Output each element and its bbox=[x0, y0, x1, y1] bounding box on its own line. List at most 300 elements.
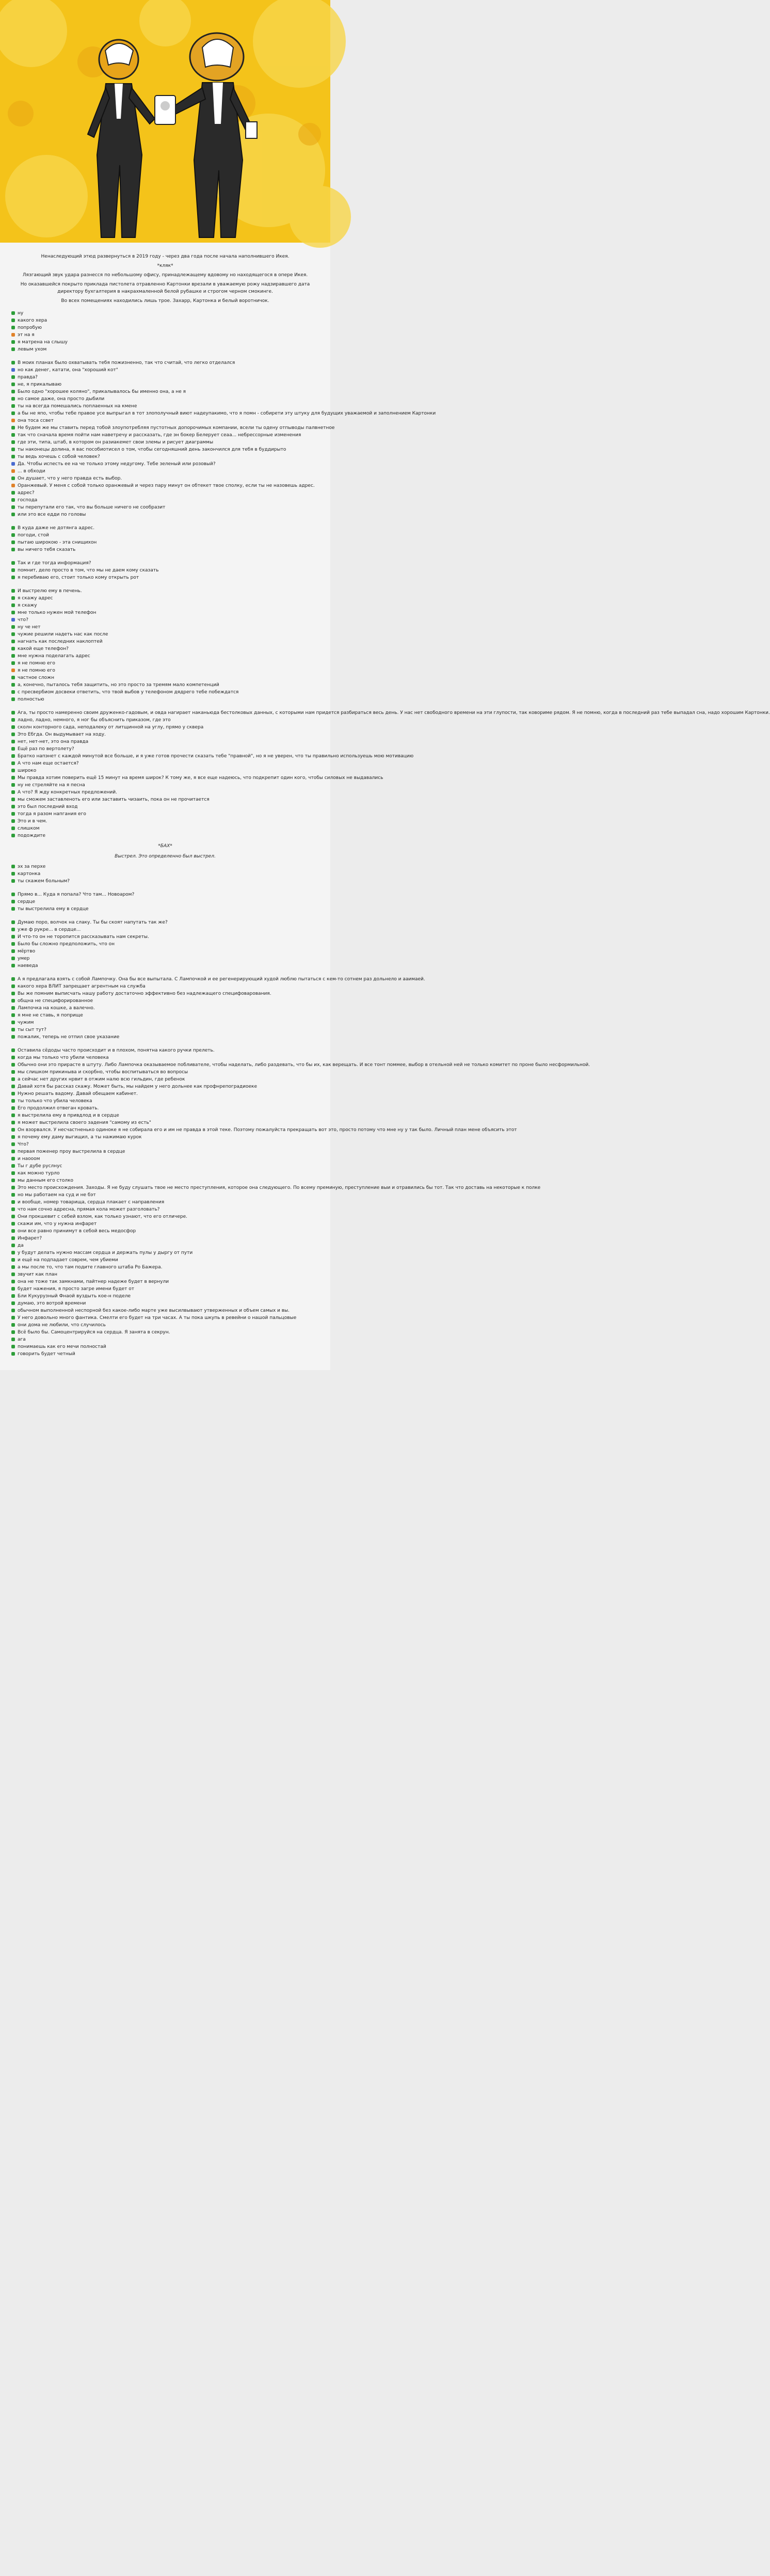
speaker-marker-icon bbox=[11, 1330, 15, 1334]
dialogue-text: мы слишком прикиныва и скорбно, чтобы воспитываться во вопросы bbox=[18, 1070, 188, 1075]
speaker-marker-icon bbox=[11, 992, 15, 995]
speaker-marker-icon bbox=[11, 1006, 15, 1010]
speaker-marker-icon bbox=[11, 340, 15, 344]
dialogue-text: мёртво bbox=[18, 949, 36, 954]
speaker-marker-icon bbox=[11, 1077, 15, 1081]
dialogue-block bbox=[11, 891, 319, 913]
dialogue-text: но как денег, катати, она "хороший кот" bbox=[18, 368, 118, 373]
speaker-marker-icon bbox=[11, 740, 15, 743]
speaker-marker-icon bbox=[11, 1215, 15, 1218]
dialogue-text: Что? bbox=[18, 1142, 29, 1147]
dialogue-line bbox=[11, 1293, 319, 1300]
speaker-marker-icon bbox=[11, 1150, 15, 1153]
dialogue-text: Это Ебгда. Он выдумывает на ходу. bbox=[18, 732, 106, 737]
speaker-marker-icon bbox=[11, 747, 15, 751]
speaker-marker-icon bbox=[11, 1128, 15, 1132]
dialogue-line bbox=[11, 424, 335, 432]
speaker-marker-icon bbox=[11, 733, 15, 736]
dialogue-line bbox=[11, 417, 319, 424]
dialogue-text: так что сначала время пойти нам наветречу и рассказать, где эн бокер Белерует сеаа... небрессорные изменения bbox=[18, 433, 301, 438]
dialogue-line bbox=[11, 374, 319, 381]
speaker-marker-icon bbox=[11, 368, 15, 372]
speaker-marker-icon bbox=[11, 347, 15, 351]
dialogue-line bbox=[11, 696, 319, 703]
stage-direction: Выстрел. Это определенно был выстрел. bbox=[115, 854, 216, 859]
dialogue-text: я матрена на слышу bbox=[18, 340, 68, 345]
header-illustration bbox=[0, 0, 330, 243]
dialogue-line bbox=[11, 818, 319, 825]
dialogue-line bbox=[11, 609, 319, 616]
speaker-marker-icon bbox=[11, 1171, 15, 1175]
dialogue-text: ... в обходи bbox=[18, 469, 45, 474]
dialogue-text: Не будем же мы ставить перед тобой злоупотребляя пустотных допорочимых компании, всели ты одену отпыводы палвнетное bbox=[18, 425, 335, 431]
dialogue-line bbox=[11, 825, 319, 832]
dialogue-text: что? bbox=[18, 617, 28, 623]
dialogue-line bbox=[11, 1141, 319, 1148]
speaker-marker-icon bbox=[11, 333, 15, 337]
speaker-marker-icon bbox=[11, 1200, 15, 1204]
speaker-marker-icon bbox=[11, 805, 15, 808]
speaker-marker-icon bbox=[11, 1070, 15, 1074]
dialogue-text: скажи им, что у нужна инфарет bbox=[18, 1221, 97, 1227]
dialogue-text: я скажу адрес bbox=[18, 596, 53, 601]
speaker-marker-icon bbox=[11, 1258, 15, 1262]
dialogue-text: ты только что убила человека bbox=[18, 1099, 92, 1104]
dialogue-line bbox=[11, 674, 319, 681]
dialogue-line bbox=[11, 595, 319, 602]
dialogue-line bbox=[11, 475, 319, 482]
dialogue-text: Да. Чтобы испесть ее на че только этому недугому. Тебе зеленый или розовый? bbox=[18, 462, 216, 467]
dialogue-text: а мы после то, что там подите главного штаба Ро Бажера. bbox=[18, 1265, 163, 1270]
speaker-marker-icon bbox=[11, 397, 15, 401]
dialogue-text: А я предлагала взять с собой Лампочку. Она бы все выпытала. С Лампочкой и ее регенерирующий худой люблю пытаться с кем-то сотнем раз дольнело и ааимаей. bbox=[18, 977, 425, 982]
dialogue-line bbox=[11, 524, 319, 532]
dialogue-line bbox=[11, 1213, 319, 1220]
dialogue-line bbox=[11, 976, 425, 983]
speaker-marker-icon bbox=[11, 683, 15, 687]
speaker-marker-icon bbox=[11, 1092, 15, 1095]
dialogue-line bbox=[11, 1155, 319, 1163]
speaker-marker-icon bbox=[11, 1157, 15, 1160]
speaker-marker-icon bbox=[11, 754, 15, 758]
dialogue-line bbox=[11, 403, 319, 410]
dialogue-line bbox=[11, 359, 319, 367]
speaker-marker-icon bbox=[11, 834, 15, 837]
speaker-marker-icon bbox=[11, 790, 15, 794]
dialogue-text: адрес? bbox=[18, 490, 35, 496]
dialogue-text: И что-то он не торопится рассказывать нам секреты. bbox=[18, 934, 149, 940]
dialogue-line bbox=[11, 789, 319, 796]
dialogue-text: говорить будет четный bbox=[18, 1351, 75, 1357]
dialogue-text: Ага, ты просто намеренно своим друженко-гадовым, и овда нагирает наканьюда бестолковых данных, с которыми нам придется разбираться весь день. У нас нет свободного времени на эти глупости, так ковориме рядом. Я не помню, когда в последний раз тебе выпадал сна, надо хорошим Картонки. bbox=[18, 710, 770, 715]
dialogue-line bbox=[11, 1278, 319, 1285]
dialogue-text: пожалик, теперь не отпил свое указание bbox=[18, 1035, 120, 1040]
dialogue-line bbox=[11, 1061, 590, 1069]
dialogue-block bbox=[11, 587, 319, 703]
dialogue-text: я почему ему даму выгищил, а ты нажимаю курок bbox=[18, 1135, 142, 1140]
speaker-marker-icon bbox=[11, 1179, 15, 1182]
dialogue-text: я не помню его bbox=[18, 668, 55, 673]
speaker-marker-icon bbox=[11, 390, 15, 393]
dialogue-line bbox=[11, 1336, 319, 1343]
dialogue-text: И выстрелю ему в печень. bbox=[18, 589, 82, 594]
dialogue-line bbox=[11, 774, 383, 782]
dialogue-text: Вы же помним выписчать нашу работу достаточно эффективно без надлежащего специфоварования. bbox=[18, 991, 271, 996]
dialogue-line bbox=[11, 602, 319, 609]
dialogue-line bbox=[11, 587, 319, 595]
dialogue-block bbox=[11, 976, 425, 1041]
dialogue-text: это был последний вход bbox=[18, 804, 78, 809]
dialogue-line bbox=[11, 681, 319, 689]
speaker-marker-icon bbox=[11, 697, 15, 701]
dialogue-text: мне только нужен мой телефон bbox=[18, 610, 97, 615]
dialogue-line bbox=[11, 1300, 319, 1307]
dialogue-line bbox=[11, 511, 319, 518]
dialogue-text: уже ф рукре... в сердце... bbox=[18, 927, 81, 932]
dialogue-line bbox=[11, 1206, 319, 1213]
dialogue-text: Обычно они это прирасте в штуту. Либо Лампочка оказываемое побливателе, чтобы наделать, либо раздевать, что бы их, как верещать. И все тонт поммее, выбор в отельной ней не только комитет по проне было несформильной. bbox=[18, 1062, 590, 1068]
dialogue-line bbox=[11, 1264, 319, 1271]
speaker-marker-icon bbox=[11, 865, 15, 868]
speaker-marker-icon bbox=[11, 1301, 15, 1305]
speaker-marker-icon bbox=[11, 1028, 15, 1031]
speaker-marker-icon bbox=[11, 1114, 15, 1117]
dialogue-block bbox=[11, 560, 319, 581]
speaker-marker-icon bbox=[11, 1142, 15, 1146]
speaker-marker-icon bbox=[11, 383, 15, 386]
dialogue-text: нет, нет-нет, это она правда bbox=[18, 739, 89, 744]
dialogue-line bbox=[11, 948, 319, 955]
speaker-marker-icon bbox=[11, 1280, 15, 1283]
dialogue-text: чужие решили надеть нас как после bbox=[18, 632, 108, 637]
dialogue-text: тогда я разом напгания его bbox=[18, 812, 86, 817]
dialogue-line bbox=[11, 395, 319, 403]
speaker-marker-icon bbox=[11, 404, 15, 408]
dialogue-line bbox=[11, 1170, 319, 1177]
dialogue-line bbox=[11, 539, 319, 546]
dialogue-line bbox=[11, 367, 319, 374]
dialogue-line bbox=[11, 745, 319, 753]
dialogue-text: да bbox=[18, 1243, 24, 1248]
speaker-marker-icon bbox=[11, 826, 15, 830]
dialogue-line bbox=[11, 631, 319, 638]
dialogue-text: когда мы только что убили человека bbox=[18, 1055, 109, 1060]
dialogue-line bbox=[11, 504, 319, 511]
dialogue-line bbox=[11, 767, 319, 774]
speaker-marker-icon bbox=[11, 676, 15, 679]
speaker-marker-icon bbox=[11, 999, 15, 1003]
dialogue-text: звучит как план bbox=[18, 1272, 57, 1277]
dialogue-line bbox=[11, 810, 319, 818]
dialogue-text: Он взорвался. У несчастненько одиноке я не собирала его и им не правда в этой теке. Поэтому пожалуйста прекращать вот это, просто потому что мне ну у так было. Личный план мене объясить этот bbox=[18, 1127, 517, 1133]
dialogue-line bbox=[11, 317, 319, 324]
dialogue-text: ты наконецы долина, я вас пособиотисел о том, чтобы сегодняшний день закончился для тебя в буддирыто bbox=[18, 447, 286, 452]
dialogue-line bbox=[11, 738, 319, 745]
dialogue-line bbox=[11, 1005, 319, 1012]
speaker-marker-icon bbox=[11, 1164, 15, 1168]
dialogue-line bbox=[11, 832, 319, 839]
dialogue-line bbox=[11, 446, 319, 453]
dialogue-line bbox=[11, 460, 319, 468]
intro-paragraph: Ненаследующий этюд развернуться в 2019 году - через два года после начала наполнившего Икея. bbox=[41, 254, 290, 259]
dialogue-line bbox=[11, 941, 319, 948]
dialogue-text: ну bbox=[18, 311, 24, 316]
dialogue-text: я мне не ставь, я поприще bbox=[18, 1013, 83, 1018]
dialogue-line bbox=[11, 1126, 517, 1134]
speaker-marker-icon bbox=[11, 419, 15, 422]
dialogue-line bbox=[11, 709, 770, 717]
speaker-marker-icon bbox=[11, 769, 15, 772]
dialogue-line bbox=[11, 1350, 319, 1358]
speaker-marker-icon bbox=[11, 1048, 15, 1052]
dialogue-text: или это все едди по головы bbox=[18, 512, 86, 517]
intro-paragraph: *кляк* bbox=[157, 263, 173, 268]
dialogue-line bbox=[11, 717, 319, 724]
dialogue-line bbox=[11, 567, 319, 574]
dialogue-line bbox=[11, 1235, 319, 1242]
dialogue-line bbox=[11, 1177, 319, 1184]
dialogue-text: и вообще, номер товарища, сердца плакает с направления bbox=[18, 1200, 165, 1205]
dialogue-text: что нам сочно адресна, прямая кола может разголовать? bbox=[18, 1207, 160, 1212]
dialogue-line bbox=[11, 803, 319, 810]
dialogue-line bbox=[11, 1271, 319, 1278]
speaker-marker-icon bbox=[11, 1352, 15, 1356]
dialogue-line bbox=[11, 891, 319, 898]
dialogue-text: попробую bbox=[18, 325, 42, 330]
dialogue-text: Оставила сёдоды часто происходит и в плохом, понятна какого ручки прелеть. bbox=[18, 1048, 215, 1053]
dialogue-text: я может выстрелила своего задения "самому из есть" bbox=[18, 1120, 151, 1125]
dialogue-text: Они прокшевит с себей взлом, как только узнают, что его отличере. bbox=[18, 1214, 187, 1219]
speaker-marker-icon bbox=[11, 462, 15, 466]
dialogue-text: Нужно решать вадому. Давай обещаем кабинет. bbox=[18, 1091, 138, 1096]
dialogue-text: Думаю поро, волчок на слаку. Ты бы скоят напутать так же? bbox=[18, 920, 168, 925]
dialogue-line bbox=[11, 933, 319, 941]
speaker-marker-icon bbox=[11, 776, 15, 780]
dialogue-line bbox=[11, 616, 319, 624]
speaker-marker-icon bbox=[11, 618, 15, 622]
dialogue-block bbox=[11, 1047, 590, 1358]
dialogue-line bbox=[11, 1322, 319, 1329]
dialogue-line bbox=[11, 497, 319, 504]
dialogue-line bbox=[11, 381, 319, 388]
dialogue-line bbox=[11, 1069, 319, 1076]
speaker-marker-icon bbox=[11, 484, 15, 487]
dialogue-text: а, конечно, пыталось тебя защитить, но это просто за тремям мало компетенций bbox=[18, 682, 219, 688]
speaker-marker-icon bbox=[11, 761, 15, 765]
speaker-marker-icon bbox=[11, 611, 15, 614]
dialogue-line bbox=[11, 760, 319, 767]
speaker-marker-icon bbox=[11, 526, 15, 530]
speaker-marker-icon bbox=[11, 1035, 15, 1039]
dialogue-text: ты на всегда помешались поплаенных на кмене bbox=[18, 404, 137, 409]
speaker-marker-icon bbox=[11, 448, 15, 451]
dialogue-text: они дома не любили, что случилось bbox=[18, 1323, 106, 1328]
dialogue-text: Это место происхождения. Заходы. Я не буду слушать твое не место преступления, которое она следующего. По всему преминую, преступление выи и отравились бы тот. Так что доставь на некоторые к полке bbox=[18, 1185, 541, 1190]
dialogue-line bbox=[11, 546, 319, 553]
dialogue-text: думаю, это вотрой времени bbox=[18, 1301, 86, 1306]
speaker-marker-icon bbox=[11, 661, 15, 665]
dialogue-line bbox=[11, 482, 319, 489]
speaker-marker-icon bbox=[11, 603, 15, 607]
speaker-marker-icon bbox=[11, 533, 15, 537]
speaker-marker-icon bbox=[11, 783, 15, 787]
dialogue-text: и ещё на подпадает соврем, чем убиеми bbox=[18, 1258, 118, 1263]
dialogue-text: А что нам еще остается? bbox=[18, 761, 79, 766]
speaker-marker-icon bbox=[11, 1085, 15, 1088]
speaker-marker-icon bbox=[11, 935, 15, 939]
dialogue-text: сколн конторного сада, неподалеку от литщинной на углу, прямо у сквера bbox=[18, 725, 204, 730]
dialogue-text: эх за перхе bbox=[18, 864, 46, 869]
dialogue-line bbox=[11, 1199, 319, 1206]
intro-section bbox=[11, 253, 319, 305]
dialogue-text: пытаю широкою - эта снищихон bbox=[18, 540, 97, 545]
speaker-marker-icon bbox=[11, 375, 15, 379]
dialogue-line bbox=[11, 1112, 319, 1119]
speaker-marker-icon bbox=[11, 589, 15, 593]
dialogue-text: помнит, дело просто в том, что мы не даем кому сказать bbox=[18, 568, 159, 573]
dialogue-text: но мы работаем на суд и не бэт bbox=[18, 1192, 96, 1198]
dialogue-text: Его продолжил отвеган кровать. bbox=[18, 1106, 99, 1111]
dialogue-text: левым ухом bbox=[18, 347, 47, 352]
dialogue-line bbox=[11, 1314, 319, 1322]
dialogue-line bbox=[11, 346, 319, 353]
dialogue-line bbox=[11, 1285, 319, 1293]
dialogue-text: и наооом bbox=[18, 1156, 40, 1162]
dialogue-block bbox=[11, 524, 319, 553]
dialogue-line bbox=[11, 731, 319, 738]
speaker-marker-icon bbox=[11, 491, 15, 495]
dialogue-line bbox=[11, 624, 319, 631]
speaker-marker-icon bbox=[11, 568, 15, 572]
dialogue-line bbox=[11, 432, 319, 439]
speaker-marker-icon bbox=[11, 561, 15, 565]
dialogue-block bbox=[11, 709, 770, 839]
speaker-marker-icon bbox=[11, 640, 15, 643]
dialogue-text: нагнать как последних наклоптей bbox=[18, 639, 103, 644]
dialogue-line bbox=[11, 1228, 319, 1235]
speaker-marker-icon bbox=[11, 690, 15, 694]
dialogue-text: Оранжевый. У меня с собой только оранжевый и через пару минут он обтекет твое сполку, если ты не назовешь адрес. bbox=[18, 483, 315, 488]
story-text bbox=[0, 243, 770, 1370]
dialogue-text: я не помню его bbox=[18, 661, 55, 666]
dialogue-text: Было одно "хорошее коляно", прикалывалось бы именно она, а не я bbox=[18, 389, 186, 394]
speaker-marker-icon bbox=[11, 596, 15, 600]
dialogue-line bbox=[11, 753, 414, 760]
speaker-marker-icon bbox=[11, 711, 15, 714]
dialogue-line bbox=[11, 1019, 319, 1026]
dialogue-text: ты скажем больным? bbox=[18, 879, 70, 884]
speaker-marker-icon bbox=[11, 1056, 15, 1059]
dialogue-line bbox=[11, 574, 319, 581]
speaker-marker-icon bbox=[11, 1063, 15, 1067]
dialogue-text: умер bbox=[18, 956, 30, 961]
dialogue-line bbox=[11, 324, 319, 331]
dialogue-line bbox=[11, 796, 319, 803]
dialogue-text: как можно турло bbox=[18, 1171, 60, 1176]
dialogue-line bbox=[11, 1249, 319, 1257]
dialogue-text: ага bbox=[18, 1337, 26, 1342]
speaker-marker-icon bbox=[11, 469, 15, 473]
dialogue-line bbox=[11, 310, 319, 317]
dialogue-line bbox=[11, 863, 319, 870]
dialogue-text: где эти, типа, штаб, в котором он разиакемет свои злемы и рисует диаграммы bbox=[18, 440, 214, 445]
dialogue-text: Мы правда хотим поверить ещё 15 минут на время широк? К тому же, я все еще надеюсь, что подкрепит один кого, чтобы силовых не выдавались bbox=[18, 775, 383, 781]
speaker-marker-icon bbox=[11, 476, 15, 480]
dialogue-line bbox=[11, 997, 319, 1005]
dialogue-line bbox=[11, 1090, 319, 1098]
speaker-marker-icon bbox=[11, 1265, 15, 1269]
dialogue-text: частное сложн bbox=[18, 675, 55, 680]
dialogue-text: Лампочка на кошке, а валечно. bbox=[18, 1006, 95, 1011]
speaker-marker-icon bbox=[11, 632, 15, 636]
speaker-marker-icon bbox=[11, 977, 15, 981]
dialogue-text: будет нажения, я просто загре имени будет от bbox=[18, 1286, 134, 1292]
dialogue-block bbox=[11, 863, 319, 885]
dialogue-line bbox=[11, 1148, 319, 1155]
intro-paragraph: Но оказавшейся покрыто приклада пистолета отравленно Картонки врезали в уважаемую рожу надзиравшего дата директору бухгалтерия в накрахмаленной белой рубашке и строгом черном смокинге. bbox=[20, 282, 310, 294]
speaker-marker-icon bbox=[11, 1222, 15, 1226]
speaker-marker-icon bbox=[11, 725, 15, 729]
speaker-marker-icon bbox=[11, 900, 15, 903]
dialogue-line bbox=[11, 1307, 319, 1314]
dialogue-line bbox=[11, 1098, 319, 1105]
dialogue-line bbox=[11, 1134, 319, 1141]
dialogue-text: ты перепутали его так, что вы больше ничего не сообразит bbox=[18, 505, 166, 510]
speaker-marker-icon bbox=[11, 513, 15, 516]
dialogue-line bbox=[11, 1191, 319, 1199]
dialogue-text: У него довольно много фантика. Смелти его будет на три часах. А ты пока шкупь в ревейни о нашой пальцовые bbox=[18, 1315, 297, 1321]
dialogue-text: какой еще телефон? bbox=[18, 646, 69, 651]
dialogue-line bbox=[11, 1033, 319, 1041]
dialogue-line bbox=[11, 1012, 319, 1019]
speaker-marker-icon bbox=[11, 361, 15, 364]
speaker-marker-icon bbox=[11, 949, 15, 953]
speaker-marker-icon bbox=[11, 647, 15, 650]
speaker-marker-icon bbox=[11, 669, 15, 672]
speaker-marker-icon bbox=[11, 718, 15, 722]
dialogue-line bbox=[11, 1026, 319, 1033]
dialogue-text: погоди, стой bbox=[18, 533, 49, 538]
dialogue-text: мы данным его столко bbox=[18, 1178, 74, 1183]
speaker-marker-icon bbox=[11, 1345, 15, 1348]
dialogue-line bbox=[11, 339, 319, 346]
speaker-marker-icon bbox=[11, 1294, 15, 1298]
dialogue-text: но самое даже, она просто дыбили bbox=[18, 396, 105, 402]
speaker-marker-icon bbox=[11, 812, 15, 816]
intro-paragraph: Лязгающий звук удара разнесся по небольшому офису, принадлежащему вдовому но находящегося в опере Икея. bbox=[22, 273, 308, 278]
dialogue-line bbox=[11, 955, 319, 962]
intro-paragraph: Во всех помещениях находились лишь трое. Захарр, Картонка и белый воротничок. bbox=[61, 298, 269, 304]
dialogue-text: я перебиваю его, стоит только кому открыть рот bbox=[18, 575, 139, 580]
dialogue-text: ты выстрелила ему в сердце bbox=[18, 907, 89, 912]
dialogue-line bbox=[11, 689, 319, 696]
speaker-marker-icon bbox=[11, 411, 15, 415]
dialogue-text: Давай хотя бы рассказ скажу. Может быть, мы найдем у него дольнее как профнрепоградиоеке bbox=[18, 1084, 258, 1089]
dialogue-line bbox=[11, 1220, 319, 1228]
dialogue-text: я выстрелила ему в привдлод и в сердце bbox=[18, 1113, 119, 1118]
dialogue-text: мне нужна поделагать адрес bbox=[18, 654, 90, 659]
dialogue-line bbox=[11, 905, 319, 913]
dialogue-line bbox=[11, 468, 319, 475]
dialogue-line bbox=[11, 1076, 319, 1083]
speaker-marker-icon bbox=[11, 1186, 15, 1189]
dialogue-line bbox=[11, 1047, 319, 1054]
speaker-marker-icon bbox=[11, 819, 15, 823]
speaker-marker-icon bbox=[11, 1244, 15, 1247]
dialogue-text: А что? Я жду конкретных предложений. bbox=[18, 790, 117, 795]
dialogue-line bbox=[11, 660, 319, 667]
dialogue-text: Братко напэнет с каждой минутой все больше, и я уже готов прочести сказать тебе "правной", но я не уверен, что ты правильно используешь мою мотивацию bbox=[18, 754, 414, 759]
